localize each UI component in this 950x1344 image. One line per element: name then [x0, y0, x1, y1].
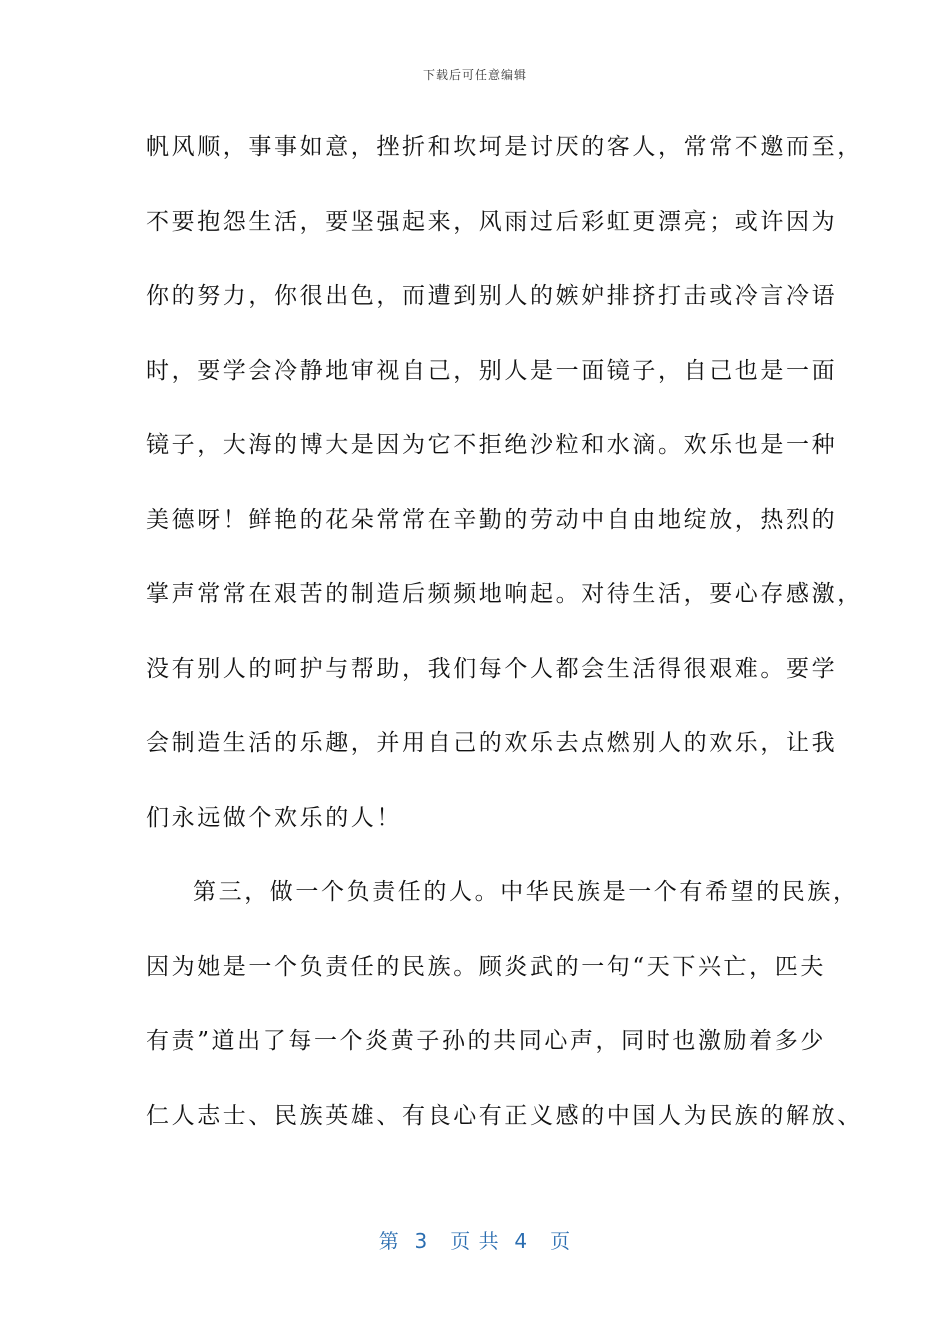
- header-note: 下载后可任意编辑: [422, 68, 527, 82]
- paragraph-line: 你的努力，你很出色，而遭到别人的嫉妒排挤打击或冷言冷语: [146, 283, 838, 309]
- paragraph-line: 时，要学会冷静地审视自己，别人是一面镜子，自己也是一面: [146, 357, 838, 384]
- paragraph-line: 不要抱怨生活，要坚强起来，风雨过后彩虹更漂亮；或许因为: [146, 208, 838, 235]
- paragraph-line: 美德呀！鲜艳的花朵常常在辛勤的劳动中自由地绽放，热烈的: [146, 506, 838, 533]
- paragraph-line: 会制造生活的乐趣，并用自己的欢乐去点燃别人的欢乐，让我: [146, 730, 838, 756]
- paragraph-line: 有责”道出了每一个炎黄子孙的共同心声，同时也激励着多少: [146, 1028, 826, 1054]
- paragraph-line-indented: 第三，做一个负责任的人。中华民族是一个有希望的民族，: [193, 879, 859, 905]
- paragraph-line: 们永远做个欢乐的人！: [146, 804, 402, 831]
- paragraph-line: 仁人志士、民族英雄、有良心有正义感的中国人为民族的解放、: [146, 1102, 863, 1129]
- page-number-footer: 第 3 页 共 4 页: [378, 1229, 572, 1253]
- paragraph-line: 镜子，大海的博大是因为它不拒绝沙粒和水滴。欢乐也是一种: [146, 432, 838, 458]
- paragraph-line: 因为她是一个负责任的民族。顾炎武的一句“天下兴亡，匹夫: [146, 953, 826, 980]
- paragraph-line: 掌声常常在艰苦的制造后频频地响起。对待生活，要心存感激，: [146, 581, 863, 607]
- body-text: [146, 125, 863, 1168]
- paragraph-line: 没有别人的呵护与帮助，我们每个人都会生活得很艰难。要学: [146, 655, 838, 682]
- paragraph-line: 帆风顺，事事如意，挫折和坎坷是讨厌的客人，常常不邀而至，: [146, 134, 863, 160]
